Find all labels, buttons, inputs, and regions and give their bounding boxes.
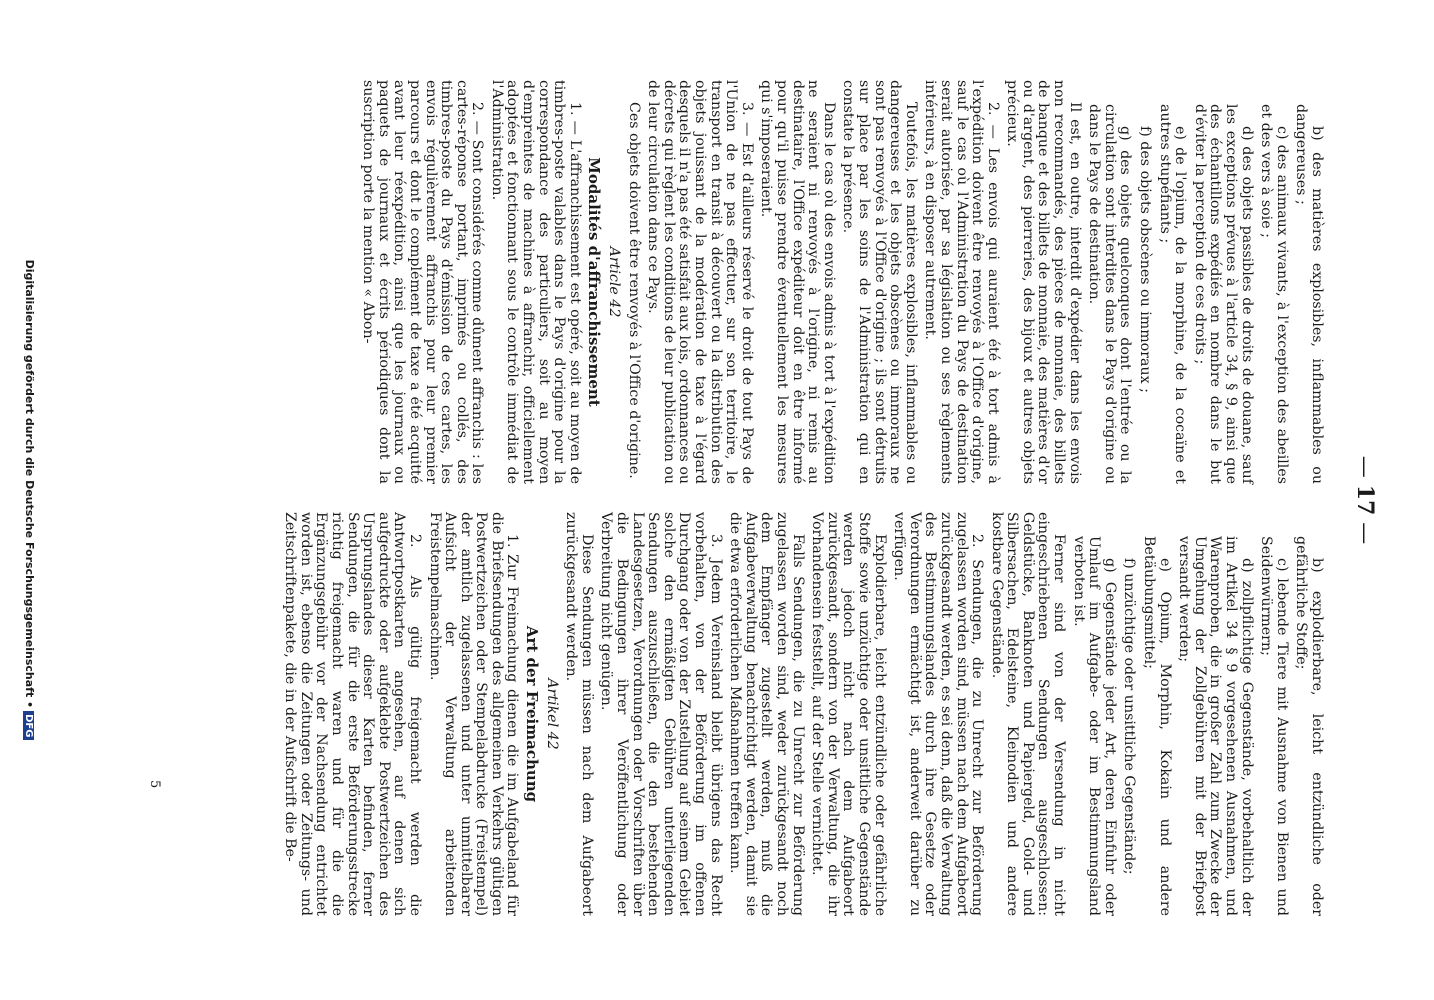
digitization-text: Digitalisierung gefördert durch die Deutsche Forschungsgemeinschaft • <box>23 259 36 709</box>
german-item-c: c) lebende Tiere mit Ausnahme von Bienen und Seidenwürmern; <box>1258 536 1290 916</box>
french-article-paragraph: 1. — L'affranchissement est opéré, soit au moyen de timbres-poste valables dans le Pays d'origine pour la correspondance des particuliers, soit au moyen d'empreintes de machines à affranchir, officiellement adoptées et fonctionnant sous le contrôle immédiat de l'Administration. <box>488 80 583 484</box>
french-item-f: f) des objets obscènes ou immoraux ; <box>1137 126 1154 393</box>
german-item-f: f) unzüchtige oder unsittliche Gegenstände; <box>1121 558 1138 875</box>
digitization-note <box>23 0 36 1000</box>
french-item-g: g) des objets quelconques dont l'entrée ou la circulation sont interdites dans le Pays d'origine ou dans le Pays de destination. <box>1086 104 1134 484</box>
german-paragraph: 3. Jedem Vereinsland bleibt übrigens das Recht vorbehalten, von der Beförderung im offenen Durchgang oder von der Zustellung auf seinem Gebiet solche den ermäßigten Gebühren unterliegenden Sendungen auszuschließen, die den bestehenden Landesgesetzen, Verordnungen oder Vorschriften über die Bedingungen ihrer Veröffentlichung oder Verbreitung nicht genügen. <box>598 512 724 916</box>
german-article-paragraph: 1. Zur Freimachung dienen die im Aufgabeland für die Briefsendungen des allgemeinen Verkehrs gültigen Postwertzeichen oder Stempelabdrucke (Freistempel) der amtlich zugelassenen und unter unmittelbarer Aufsicht der Verwaltung arbeitenden Freistempelmaschinen. <box>426 512 521 916</box>
footer-page-number: 5 <box>147 780 162 789</box>
german-item-d: d) zollpflichtige Gegenstände, vorbehaltlich der im Artikel 34 § 9 vorgesehenen Ausnahmen, und Warenproben, die in großer Zahl zum Zwecke der Umgehung der Zollgebühren mit der Briefpost versandt werden; <box>1176 536 1255 916</box>
french-paragraph: Toutefois, les matières explosibles, inflammables ou dangereuses et les objets obscènes ou immoraux ne sont pas renvoyés à l'Office d'origine ; ils sont détruits sur place par les soins de l'Administration qui en constate la présence. <box>840 80 919 484</box>
french-column <box>356 80 1324 484</box>
french-paragraph: 3. — Est d'ailleurs réservé le droit de tout Pays de l'Union de ne pas effectuer, sur son territoire, le transport en transit à découvert ou la distribution des objets jouissant de la modération de taxe à l'égard desquels il n'a pas été satisfait aux lois, ordonnances ou décrets qui règlent les conditions de leur publication ou de leur circulation dans ce Pays. <box>645 80 755 484</box>
french-item-b: b) des matières explosibles, inflammables ou dangereuses ; <box>1293 104 1325 484</box>
french-paragraph: Il est, en outre, interdit d'expédier dans les envois non recommandés, des pièces de monnaie, des billets de banque et des billets de monnaie, des matières d'or ou d'argent, des pierreries, des bijoux et autres objets précieux. <box>1004 80 1083 484</box>
german-paragraph: 2. Sendungen, die zu Unrecht zur Beförderung zugelassen worden sind, müssen nach dem Aufgabeort zurückgesandt werden, es sei denn, daß die Verwaltung des Bestimmungslandes durch ihre Gesetze oder Verordnungen ermächtigt ist, anderweit darüber zu verfügen. <box>891 512 986 916</box>
french-article-paragraph: 2. — Sont considérés comme dûment affranchis : les cartes-réponse portant, imprimés ou collés, des timbres-poste du Pays d'émission de ces cartes, les envois régulièrement affranchis pour leur premier parcours et dont le complément de taxe a été acquitté avant leur réexpédition, ainsi que les journaux ou paquets de journaux et écrits périodiques dont la suscription porte la mention « Abon- <box>360 80 486 484</box>
german-paragraph: Diese Sendungen müssen nach dem Aufgabeort zurückgesandt werden. <box>563 512 595 916</box>
french-article-title: Article 42 <box>606 246 623 318</box>
french-paragraph: Ces objets doivent être renvoyés à l'Office d'origine. <box>625 102 642 479</box>
german-article-subtitle: Art der Freimachung <box>523 625 542 803</box>
french-paragraph: 2. — Les envois qui auraient été à tort admis à l'expédition doivent être renvoyés à l'Office d'origine, sauf le cas où l'Administration du Pays de destination serait autorisée, par sa législation ou ses règlements intérieurs, à en disposer autrement. <box>922 80 1001 484</box>
german-column <box>278 512 1324 916</box>
german-article-title: Artikel 42 <box>543 678 560 750</box>
german-item-g: g) Gegenstände jeder Art, deren Einfuhr oder Umlauf im Aufgabe- oder im Bestimmungsland verboten ist. <box>1070 536 1118 916</box>
german-paragraph: Explodierbare, leicht entzündliche oder gefährliche Stoffe sowie unzüchtige oder unsittliche Gegenstände werden jedoch nicht nach dem Aufgabeort zurückgesandt, sondern von der Verwaltung, die ihr Vorhandensein feststellt, auf der Stelle vernichtet. <box>809 512 888 916</box>
german-paragraph: Ferner sind von der Versendung in nicht eingeschriebenen Sendungen ausgeschlossen: Geldstücke, Banknoten und Papiergeld, Gold- und Silbersachen, Edelsteine, Kleinodien und andere kostbare Gegenstände. <box>988 512 1068 916</box>
french-item-c: c) des animaux vivants, à l'exception des abeilles et des vers à soie ; <box>1258 104 1290 484</box>
german-item-e: e) Opium, Morphin, Kokain und andere Betäubungsmittel; <box>1141 536 1173 916</box>
page-number: — 17 — <box>1352 455 1378 545</box>
french-item-e: e) de l'opium, de la morphine, de la cocaïne et autres stupéfiants ; <box>1156 104 1189 484</box>
german-paragraph: Falls Sendungen, die zu Unrecht zur Beförderung zugelassen worden sind, weder zurückgesandt noch dem Empfänger zugestellt werden, muß die Aufgabeverwaltung benachrichtigt werden, damit sie die etwa erforderlichen Maßnahmen treffen kann. <box>727 512 806 916</box>
french-item-d: d) des objets passibles de droits de douane, sauf les exceptions prévues à l'article 34, § 9, ainsi que des échantillons expédiés en nombre dans le but d'éviter la perception de ces droits ; <box>1191 104 1255 484</box>
french-article-subtitle: Modalités d'affranchissement <box>585 157 604 407</box>
dfg-logo-icon: DFG <box>23 711 34 740</box>
french-paragraph: Dans le cas où des envois admis à tort à l'expédition ne seraient ni renvoyés à l'origine, ni remis au destinataire, l'Office expéditeur doit en être informé pour qu'il puisse prendre éventuellement les mesures qui s'imposeraient. <box>758 80 837 484</box>
german-item-b: b) explodierbare, leicht entzündliche oder gefährliche Stoffe; <box>1293 536 1325 916</box>
german-article-paragraph: 2. Als gültig freigemacht werden die Antwortpostkarten angesehen, auf denen sich aufgedruckte oder aufgeklebte Postwertzeichen des Ursprungslandes dieser Karten befinden, ferner Sendungen, die für die erste Beförderungsstrecke richtig freigemacht waren und für die die Ergänzungsgebühr vor der Nachsendung entrichtet worden ist, ebenso die Zeitungen oder Zeitungs- und Zeitschriftenpakete, die in der Aufschrift die Be- <box>282 512 423 916</box>
